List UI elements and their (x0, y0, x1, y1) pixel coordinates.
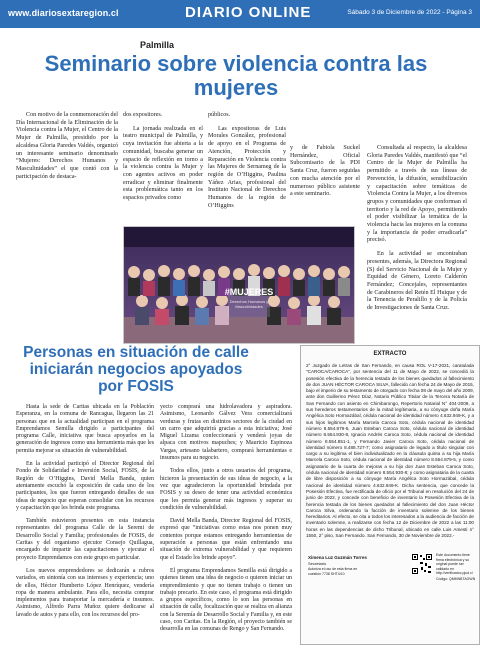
fosis-column-1 (16, 404, 154, 625)
paragraph: David Mella Banda, Director Regional del FOSIS, expresó que “iniciativas como estas nos ponen muy contentos porque estamos entregando herramientas de superación a personas que están enfrentando una situación de extrema vulnerabilidad y que requieren que el Estado los brinde apoyo”. (160, 518, 292, 561)
paragraph: dos expositores. (123, 112, 163, 118)
fosis-column-2 (160, 404, 292, 640)
article-column-2 (123, 112, 203, 209)
website-url[interactable]: www.diariosextaregion.cl (8, 8, 119, 18)
article-headline-fosis: Personas en situación de calle iniciarán negocios apoyados por FOSIS (23, 344, 249, 395)
article-column-1 (16, 112, 118, 187)
legal-notice-body: 2° Juzgado de Letras de San Fernando, en causa ROL V-17-2021, caratulada "CAROCA/CAROCA", por sentencia del 11 de Mayo de 2022, se concedió la posesión efectiva de la herencia testada de los bienes quedados al fallecimiento de don JUAN HÉCTOR CAROCA SILVA, fallecido con fecha 24 de Mayo de 2015, bajo el imperio de su testamento de otorgado con fecha 08 de mayo del año 2009, ante don Guillermo Pérez Díaz, Notario Público Titular de la Tercera Notaría de San Fernando con asiento en Chimbarongo, Repertorio Notarial N° 404-2009, a sus herederos testamentarios de la mitad legítimaria, a su cónyuge doña María Angélica Soto Hormazábal, cédula nacional de identidad número 4.632.949-K, y a sus hijos legítimos María Marcela Caroca Soto, cédula nacional de identidad número 8.554.879-5, Juan Esteban Caroca Soto, cédula nacional de identidad número 8.554.930-8, Ignacio Andrés Caroca Soto, cédula nacional de identidad número 8.554.851-1, y Fernando Javier Caroca Soto, cédula nacional de identidad número 8.488.727-7; como asignatario de legado a título singular con cargo a su legítima el bien individualizado en la cláusula quinta a su hija María Marcela Caroca Soto, cédula nacional de identidad número 8.554.879-5, y como asignatario de la cuarta de mejoras a su hijo don Juan Esteban Caroca Soto, cédula nacional de identidad número 8.554.930-8; y como asignataria de la cuarta de libre disposición a su cónyuge María Angélica Soto Hormazábal, cédula nacional de identidad número 4.632.949-K. Dicha sentencia, que concede la Posesión Efectiva, fue rectificada de oficio por el Tribunal en resolución del 24 de junio de 2022, y concede con beneficio de inventario la Posesión Efectiva de la herencia testada de los bienes quedados al fallecimiento del don Juan Héctor Caroca Silva, ordenando la facción de inventario solemne de los bienes hereditarios. Al efecto, se cita a todos los interesados a la audiencia de facción de inventario solemne, a realizarse con fecha 12 de Diciembre de 2022 a las 11:00 horas en las dependencias de dicho Tribunal, ubicado en calle Luis Amesti n° 1550, 2° piso, San Fernando. San Fernando, 30 de Noviembre de 2022.- (306, 363, 474, 539)
signer-note: Autoriza el uso de esta firma en cuestión 7738 SHT4/10 (308, 567, 358, 576)
paragraph: públicos. (208, 112, 231, 118)
article-column-4 (290, 145, 360, 205)
paragraph: Con motivo de la conmemoración del Día Internacional de la Eliminación de la Violencia contra la Mujer, el Centro de la Mujer de Palmilla, presidido por la alcaldesa Gloria Paredes Valdés, organizó un interesante seminario denominado “Mujeres: Derechos Humanos y Masculinidades” el que contó con la participación de destaca- (16, 112, 118, 180)
page-title: DIARIO ONLINE (185, 4, 312, 21)
paragraph: Los nuevos emprendedores se dedicarán a rubros variados, en sintonía con sus intereses y experiencia; uno de ellos, Héctor Humberto López Henríquez, vendería ropa de manera ambulante. Para ello, necesita comprar implementos para transportar la mercadería e insumos. Asimismo, Alfredo Parra Muñoz quiere dedicarse al lavado de autos y para ello, con los recursos del pro- (16, 567, 154, 618)
verification-text: Este documento tiene firma electrónica y su original puede ser validado en http://verificadoc.pjud.cl (436, 553, 473, 575)
paragraph: Consultada al respecto, la alcaldesa Gloria Paredes Valdés, manifestó que “el Centro de la Mujer de Palmilla ha permitido a través de sus líneas de Prevención, la difusión, sensibilización y capacitación sobre temáticas de Violencia Contra la Mujer, a los diversos grupos y comunidades que conforman el territorio y la red de Apoyo, permitiendo el poder visibilizar la temática de la violencia hacia las mujeres en la comuna y la importancia de poder erradicarla” precisó. (367, 145, 467, 244)
paragraph: Hasta la sede de Caritas ubicada en la Población Esperanza, en la comuna de Rancagua, llegaron las 21 personas que en la actualidad participan en el programa Emprendamos Semilla dirigido a participantes del programa Calle, iniciativa que busca apoyarlos en la generación de ingresos como una herramienta más que les permita mejorar su situación de vulnerabilidad. (16, 404, 154, 454)
qr-code-icon (411, 553, 433, 575)
signer-name: Ximena Luz Guzmán Torres (308, 555, 367, 560)
paragraph: El programa Emprendamos Semilla está dirigido a quienes tienen una idea de negocio o quieren iniciar un emprendimiento y que no tienen trabajo o tienen un trabajo precario. En este caso, el programa está dirigido a grupos específicos, como lo son las personas en situación de calle, focalización que se realiza en alianza con la Seremía de Desarrollo Social y Familia y, en este caso, con Caritas. En la Región, el proyecto también se desarrolla en las comunas de Rengo y San Fernando. (160, 567, 292, 633)
paragraph: yecto comprará una hidrolavadora y aspiradora. Asimismo, Leonardo Gálvez Vera comercializará verduras y frutas en distintos sectores de la ciudad en un carro que adquirirá gracias a esta iniciativa; José Miguel Lizama confeccionará y venderá joyas de alpaca con motivos mapuches; y Mauricio Espinoza Vargas, artesano talabartero, comprará herramientas e insumos para su negocio. (160, 404, 292, 462)
signature-block (306, 553, 476, 633)
article-column-5 (367, 145, 467, 319)
photo-banner-subtitle: Derechos Humanos y Masculinidades (229, 299, 269, 309)
event-photo (123, 226, 355, 344)
paragraph: y de Fabiola Suckel Hernández, Oficial Subcomisario de la PDI Santa Cruz, fueron seguidas con mucha atención por el numeroso público asistente a este seminario. (290, 145, 360, 198)
paragraph: Las expositoras de Luis Morales González, profesional de apoyo en el Programa de Atención, Protección y Reparación en Violencia contra las Mujeres de Sernameg de la región de O’Higgins, Paulina Yáñez Arias, profesional del Instituto Nacional de Derechos Humanos de la región de O’Higgins (208, 125, 286, 209)
article-headline: Seminario sobre violencia contra las mujeres (44, 51, 428, 100)
photo-banner: #MUJERES (224, 287, 274, 297)
article-kicker: Palmilla (140, 40, 175, 50)
legal-notice-title: EXTRACTO (373, 351, 407, 357)
verification-code: Código: QMMNBTAGWN (436, 577, 476, 581)
legal-notice-box (300, 345, 480, 645)
article-column-3 (208, 112, 286, 216)
paragraph: La jornada realizada en el teatro municipal de Palmilla, y cuya invitación fue abierta a la comunidad, buscaba generar un espacio de reflexión en torno a la violencia contra la Mujer y con agentes activos en poder erradicar y eliminar finalmente esta problemática tanto en los espacios privados como (123, 125, 203, 202)
paragraph: También estuvieron presentes en esta instancia representantes del programa Calle de la Seremi de Desarrollo Social y Familia; profesionales de FOSIS, de Caritas y del organismo ejecutor Consejo Quillagua, encargado de impartir las capacitaciones y ejecutar el proyecto Emprendamos con este grupo en particular. (16, 518, 154, 561)
paragraph: Todos ellos, junto a otros usuarios del programa, hicieron la presentación de sus ideas de negocio, a la vez que agradecieron la oportunidad brindada por FOSIS y su deseo de tener una actividad económica que les permita generar más ingresos y superar su condición de vulnerabilidad. (160, 468, 292, 511)
paragraph: En la actividad se encontraban presentes, además, la Directora Regional (S) del Servicio Nacional de la Mujer y Equidad de Género, Loreto Calderón Fernández; Concejales, representantes de Carabineros del Retén El Huique y de la Tenencia de Peralillo y de la Policía de Investigaciones de Santa Cruz. (367, 251, 467, 312)
signer-role: Secretario (308, 561, 327, 566)
paragraph: En la actividad participó el Director Regional del Fondo de Solidaridad e Inversión Social, FOSIS, de la Región de O’Higgins, David Mella Banda, quien atentamente escuchó la exposición de cada uno de los participantes, los que fueron entregando detalles de sus ideas de negocio que esperan consolidar con los recursos y capacitación que les brinda este programa. (16, 461, 154, 511)
issue-date: Sábado 3 de Diciembre de 2022 - Página 3 (347, 9, 472, 16)
page-header (0, 0, 480, 28)
